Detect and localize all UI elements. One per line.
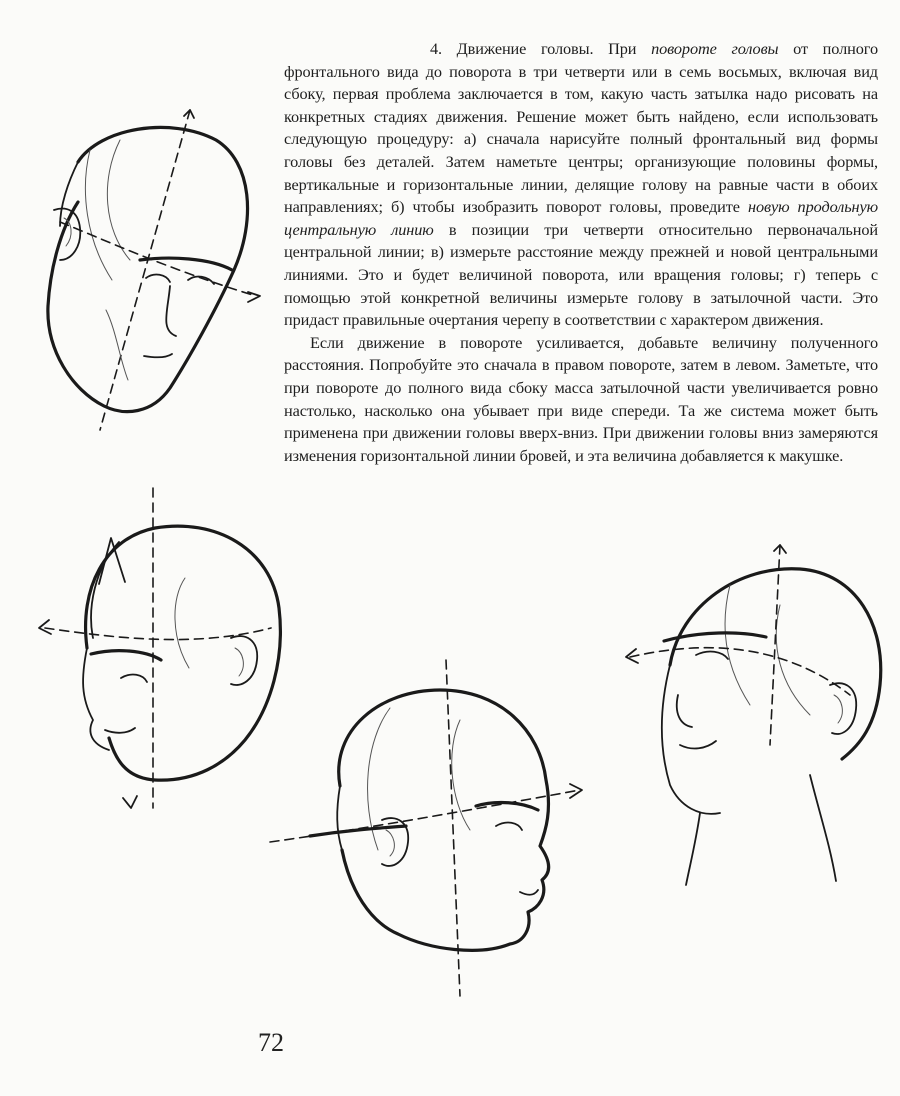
italic-term-head-turn: повороте головы (651, 39, 779, 58)
paragraph-head-movement (284, 38, 878, 332)
italic-term-centerline: новую продольную центральную линию (284, 197, 879, 239)
body-text (284, 38, 878, 467)
head-sketch-profile-center (270, 660, 600, 1000)
paragraph-lead: 4. Движение головы. При (430, 39, 652, 58)
head-sketch-upturned (620, 545, 900, 895)
paragraph-body: от полного фронтального вида до поворота в три четверти или в семь восьмых, включая вид сбоку, первая проблема заключается в том, какую часть затылка надо рисовать на конкретных стадиях движения. Решение может быть найдено, если использовать следующую процедуру: а) сначала нарисуйте полный фронтальный вид формы головы без деталей. Затем наметьте центры; организующие половины формы, вертикальные и горизонтальные линии, делящие голову на равные части в обоих направлениях; б) чтобы изобразить поворот головы, проведите (284, 39, 878, 217)
paragraph-tail: в позиции три четверти относительно первоначальной центральной линии; в) измерьте расстояние между прежней и новой центральными линиями. Это и будет величиной поворота, или вращения головы; г) теперь с помощью этой конкретной величины измерьте голову в затылочной части. Это придаст правильные очертания черепу в соответствии с характером движения. (284, 219, 878, 330)
head-sketch-profile-left (35, 488, 305, 818)
page-number: 72 (258, 1028, 284, 1057)
paragraph-rotation: Если движение в повороте усиливается, добавьте величину полученного расстояния. Попробуйте это сначала в правом повороте, затем в левом. Заметьте, что при повороте до полного вида сбоку масса затылочной части увеличивается ровно настолько, насколько она убывает при виде спереди. Та же система может быть применена при движении головы вверх-вниз. При движении головы вниз замеряются изменения горизонтальной линии бровей, и эта величина добавляется к макушке. (284, 332, 878, 465)
head-sketch-tilted (20, 110, 280, 440)
